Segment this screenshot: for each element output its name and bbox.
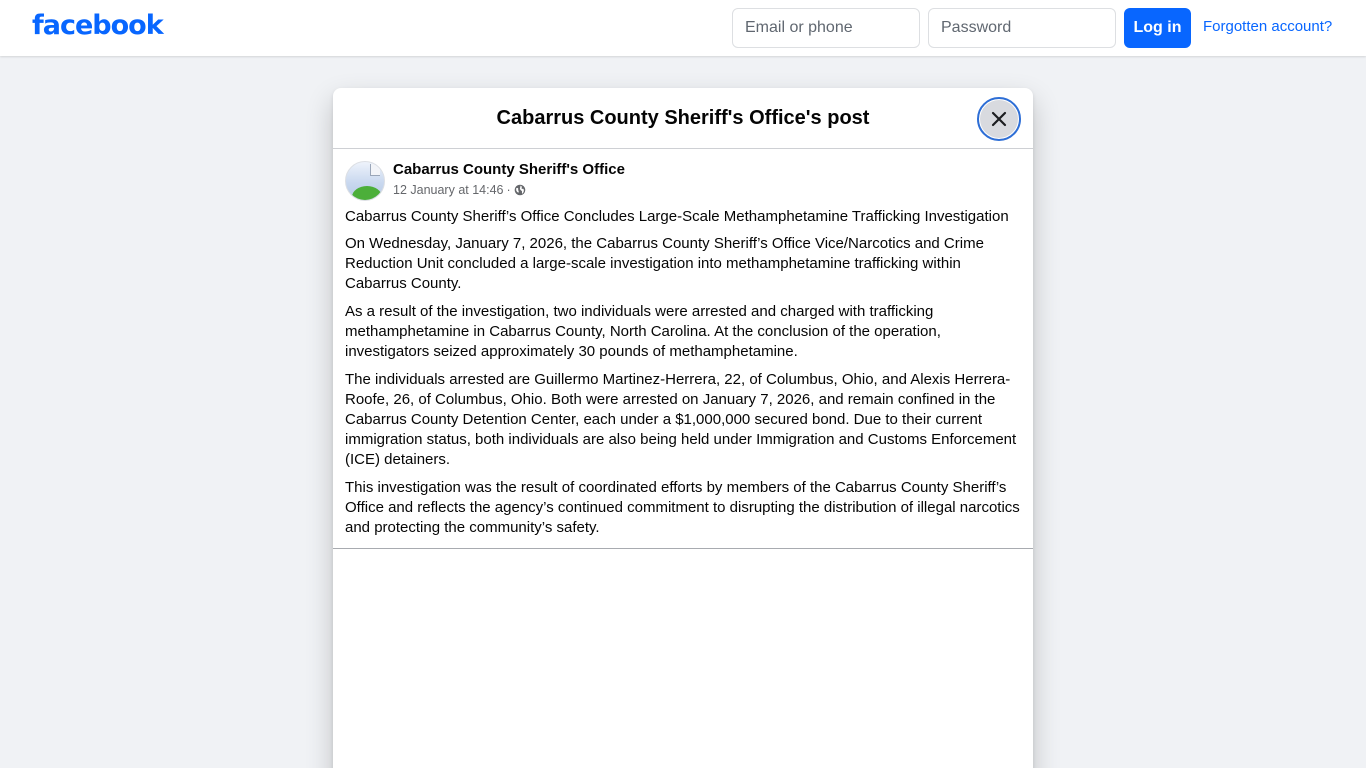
- close-dialog-button[interactable]: [977, 97, 1021, 141]
- post-paragraph-headline: Cabarrus County Sheriff’s Office Concludes Large-Scale Methamphetamine Trafficking Investigation: [345, 208, 1009, 225]
- close-icon: [989, 109, 1009, 129]
- dialog-title: Cabarrus County Sheriff's Office's post: [496, 106, 870, 129]
- meta-separator: ·: [506, 183, 511, 197]
- dialog-header: [333, 88, 1033, 149]
- page-avatar[interactable]: [345, 161, 385, 201]
- password-input[interactable]: [928, 8, 1116, 48]
- post-paragraph: This investigation was the result of coordinated efforts by members of the Cabarrus County Sheriff’s Office and reflects the agency’s continued commitment to disrupting the distribution of illegal narcotics and protecting the community’s safety.: [345, 479, 1020, 536]
- post-author-name[interactable]: Cabarrus County Sheriff's Office: [393, 161, 625, 178]
- avatar-image-placeholder-corner: [370, 164, 380, 176]
- post-message: [345, 207, 1023, 546]
- post-paragraph: As a result of the investigation, two individuals were arrested and charged with trafficking methamphetamine in Cabarrus County, North Carolina. At the conclusion of the operation, investigators seized approximately 30 pounds of methamphetamine.: [345, 303, 941, 360]
- post-dialog: [333, 88, 1033, 768]
- top-navigation-bar: [0, 0, 1366, 56]
- post-timestamp[interactable]: 12 January at 14:46: [393, 183, 504, 197]
- post-content-divider: [333, 548, 1033, 549]
- post-meta: [393, 183, 526, 197]
- log-in-button[interactable]: Log in: [1124, 8, 1191, 48]
- email-or-phone-input[interactable]: [732, 8, 920, 48]
- post-paragraph: The individuals arrested are Guillermo Martinez-Herrera, 22, of Columbus, Ohio, and Alexis Herrera-Roofe, 26, of Columbus, Ohio. Both were arrested on January 7, 2026, and remain confined in the Cabarrus County Detention Center, each under a $1,000,000 secured bond. Due to their current immigration status, both individuals are also being held under Immigration and Customs Enforcement (ICE) detainers.: [345, 371, 1017, 468]
- globe-icon[interactable]: [514, 184, 526, 196]
- avatar-image-placeholder-hill: [352, 186, 382, 201]
- facebook-logo[interactable]: facebook: [32, 10, 163, 41]
- post-header: [345, 161, 945, 201]
- forgotten-account-link[interactable]: Forgotten account?: [1203, 18, 1333, 35]
- post-paragraph: On Wednesday, January 7, 2026, the Cabarrus County Sheriff’s Office Vice/Narcotics and Crime Reduction Unit concluded a large-scale investigation into methamphetamine trafficking within Cabarrus County.: [345, 235, 984, 292]
